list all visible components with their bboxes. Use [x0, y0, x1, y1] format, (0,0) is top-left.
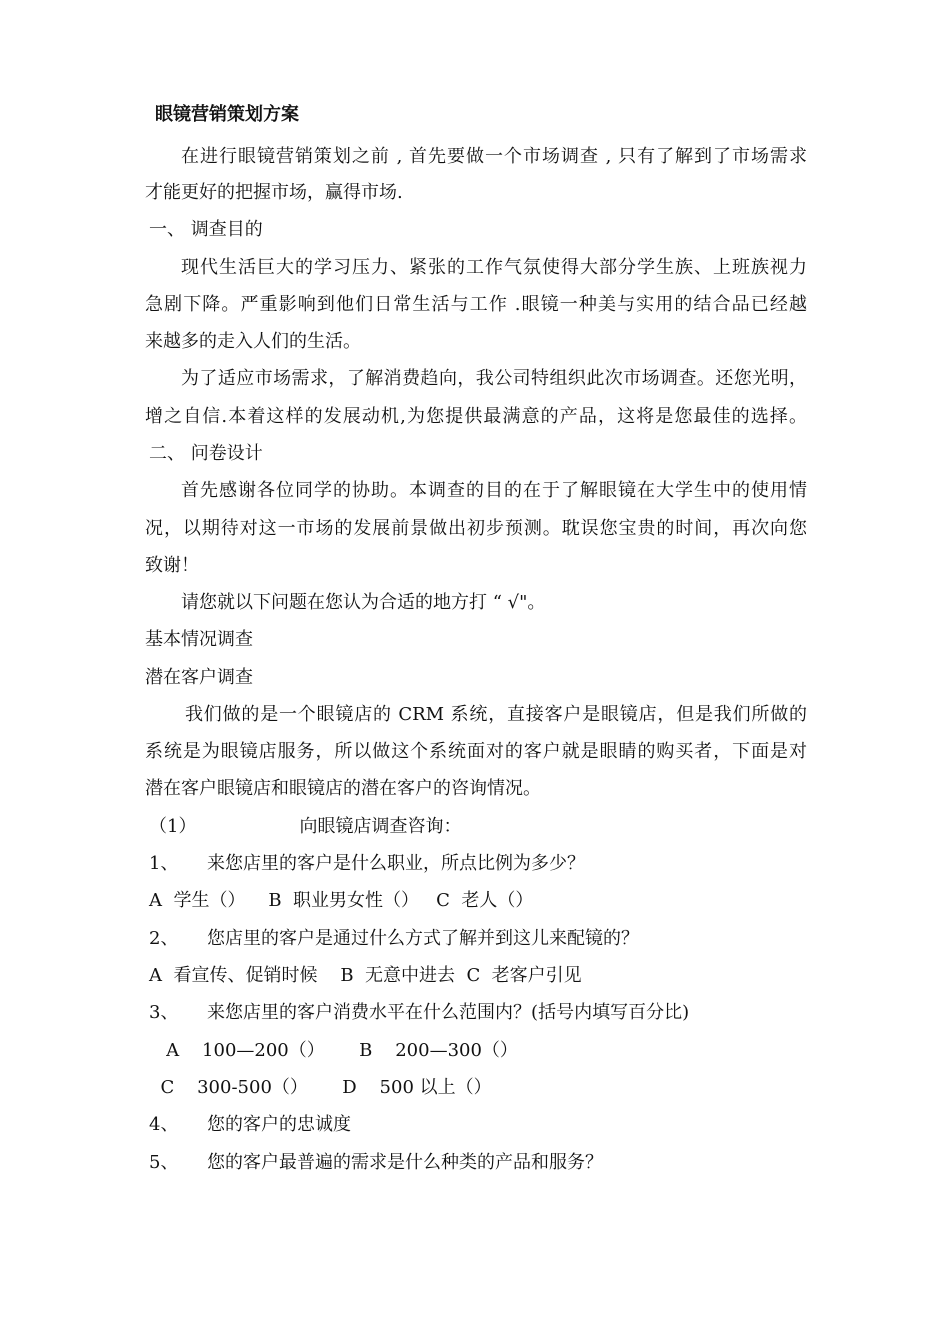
question-3-options-row-1: A 100—200（） B 200—300（）	[149, 1040, 518, 1061]
questionnaire-para1-line-2: 况，以期待对这一市场的发展前景做出初步预测。耽误您宝贵的时间，再次向您	[145, 518, 807, 539]
instruction-line: 请您就以下问题在您认为合适的地方打 “ √"。	[181, 592, 546, 613]
subheading-potential-customer-survey: 潜在客户调查	[145, 667, 253, 688]
section-heading-questionnaire: 二、 问卷设计	[149, 443, 263, 464]
crm-para-line-3: 潜在客户眼镜店和眼镜店的潜在客户的咨询情况。	[145, 778, 541, 799]
purpose-para1-line-1: 现代生活巨大的学习压力、紧张的工作气氛使得大部分学生族、上班族视力	[181, 257, 807, 278]
questionnaire-para1-line-1: 首先感谢各位同学的协助。本调查的目的在于了解眼镜在大学生中的使用情	[181, 480, 807, 501]
question-3: 3、 来您店里的客户消费水平在什么范围内？(括号内填写百分比)	[149, 1002, 690, 1023]
intro-line-2: 才能更好的把握市场，赢得市场.	[145, 182, 403, 203]
question-1: 1、 来您店里的客户是什么职业，所点比例为多少？	[149, 853, 586, 874]
question-2-options: A 看宣传、促销时候 B 无意中进去 C 老客户引见	[149, 965, 582, 986]
questionnaire-para1-line-3: 致谢！	[145, 555, 199, 576]
question-2: 2、 您店里的客户是通过什么方式了解并到这儿来配镜的？	[149, 928, 640, 949]
intro-line-1: 在进行眼镜营销策划之前 , 首先要做一个市场调查 , 只有了解到了市场需求	[181, 146, 807, 167]
section-heading-purpose: 一、 调查目的	[149, 219, 263, 240]
question-4: 4、 您的客户的忠诚度	[149, 1114, 352, 1135]
subheading-basic-survey: 基本情况调查	[145, 629, 253, 650]
document-title: 眼镜营销策划方案	[155, 104, 299, 125]
question-3-options-row-2: C 300-500（） D 500 以上（）	[149, 1077, 492, 1098]
question-1-options: A 学生（） B 职业男女性（） C 老人（）	[149, 890, 534, 911]
crm-para-line-2: 系统是为眼镜店服务，所以做这个系统面对的客户就是眼睛的购买者，下面是对	[145, 741, 807, 762]
consult-heading: （1） 向眼镜店调查咨询：	[149, 816, 462, 837]
purpose-para2-line-2: 增之自信.本着这样的发展动机,为您提供最满意的产品，这将是您最佳的选择。	[145, 406, 807, 427]
purpose-para1-line-2: 急剧下降。严重影响到他们日常生活与工作 .眼镜一种美与实用的结合品已经越	[145, 294, 807, 315]
purpose-para1-line-3: 来越多的走入人们的生活。	[145, 331, 361, 352]
crm-para-line-1: 我们做的是一个眼镜店的 CRM 系统，直接客户是眼镜店，但是我们所做的	[185, 704, 807, 725]
question-5: 5、 您的客户最普遍的需求是什么种类的产品和服务？	[149, 1152, 604, 1173]
purpose-para2-line-1: 为了适应市场需求，了解消费趋向，我公司特组织此次市场调查。还您光明，	[181, 368, 807, 389]
